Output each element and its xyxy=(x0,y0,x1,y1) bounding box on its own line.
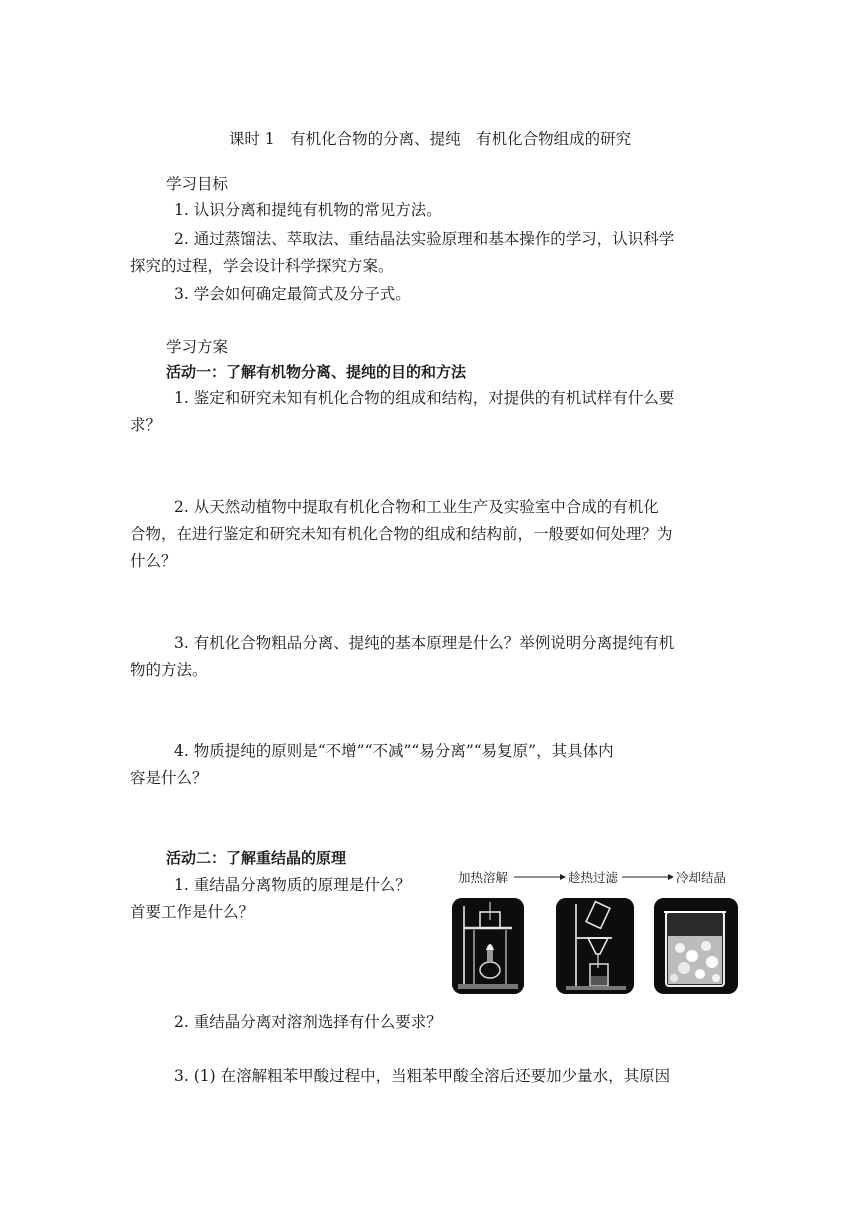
arrow-icon xyxy=(622,872,674,882)
activity-2-question-3-line-1: 3. (1) 在溶解粗苯甲酸过程中，当粗苯甲酸全溶后还要加少量水，其原因 xyxy=(174,1067,671,1085)
recrystallization-figure xyxy=(450,868,742,998)
heating-dissolve-photo xyxy=(452,898,524,994)
activity-1-question-2-line-1: 2. 从天然动植物中提取有机化合物和工业生产及实验室中合成的有机化 xyxy=(174,498,659,516)
activity-1-question-4-line-2: 容是什么？ xyxy=(130,769,208,787)
activity-1-heading: 活动一：了解有机物分离、提纯的目的和方法 xyxy=(166,363,467,381)
arrow-icon xyxy=(514,872,566,882)
objectives-heading: 学习目标 xyxy=(166,175,229,193)
page-title: 课时 1 有机化合物的分离、提纯 有机化合物组成的研究 xyxy=(228,130,632,148)
activity-2-question-2: 2. 重结晶分离对溶剂选择有什么要求？ xyxy=(174,1013,442,1031)
activity-1-question-3-line-1: 3. 有机化合物粗品分离、提纯的基本原理是什么？举例说明分离提纯有机 xyxy=(174,634,675,652)
activity-2-question-1-line-2: 首要工作是什么？ xyxy=(130,903,255,921)
activity-1-question-2-line-2: 合物，在进行鉴定和研究未知有机化合物的组成和结构前，一般要如何处理？为 xyxy=(130,525,673,543)
activity-1-question-3-line-2: 物的方法。 xyxy=(130,661,208,679)
activity-1-question-4-line-1: 4. 物质提纯的原则是“不增”“不减”“易分离”“易复原”，其具体内 xyxy=(174,742,614,760)
hot-filtration-photo xyxy=(556,898,634,994)
activity-1-question-1-line-1: 1. 鉴定和研究未知有机化合物的组成和结构，对提供的有机试样有什么要 xyxy=(174,389,675,407)
activity-2-heading: 活动二：了解重结晶的原理 xyxy=(166,849,347,867)
activity-2-question-1-line-1: 1. 重结晶分离物质的原理是什么？ xyxy=(174,876,411,894)
activity-1-question-2-line-3: 什么？ xyxy=(130,552,177,570)
activity-1-question-1-line-2: 求？ xyxy=(130,416,162,434)
plan-heading: 学习方案 xyxy=(166,338,229,356)
step-label-heat-dissolve: 加热溶解 xyxy=(458,870,509,885)
objective-2-line-2: 探究的过程，学会设计科学探究方案。 xyxy=(130,257,394,275)
step-label-hot-filter: 趁热过滤 xyxy=(568,870,619,885)
objective-3: 3. 学会如何确定最简式及分子式。 xyxy=(174,285,411,303)
objective-1: 1. 认识分离和提纯有机物的常见方法。 xyxy=(174,201,442,219)
objective-2-line-1: 2. 通过蒸馏法、萃取法、重结晶法实验原理和基本操作的学习，认识科学 xyxy=(174,230,675,248)
cooling-crystallization-photo xyxy=(654,898,738,994)
step-label-cool-crystallize: 冷却结晶 xyxy=(676,870,727,885)
